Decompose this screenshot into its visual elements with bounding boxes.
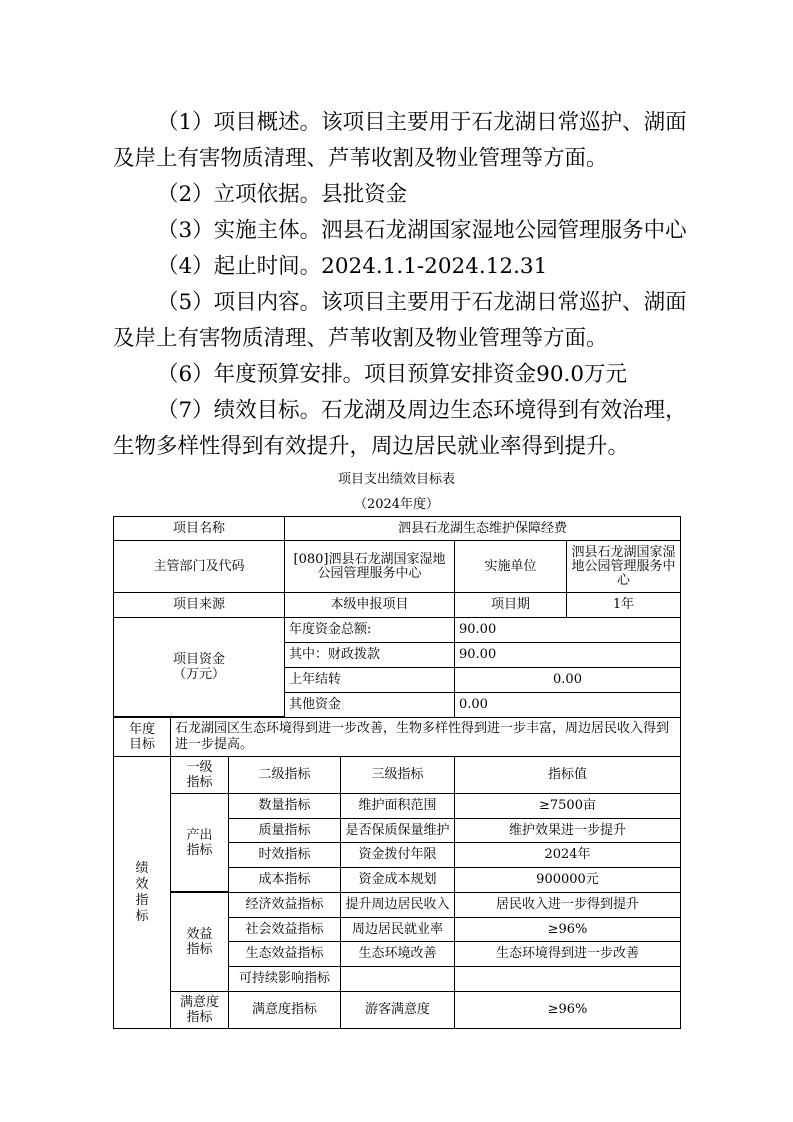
level2-quantity: 数量指标	[228, 793, 341, 819]
value-social: ≥96%	[454, 917, 681, 942]
level1-benefit	[170, 892, 229, 992]
level1-satisfaction-text: 满意度指标	[179, 995, 219, 1025]
paragraph-line: （5）项目内容。该项目主要用于石龙湖日常巡护、湖面	[157, 290, 687, 315]
level3-cost: 资金成本规划	[340, 867, 455, 893]
level3-economic: 提升周边居民收入	[340, 892, 455, 918]
funds-label	[113, 617, 285, 717]
header-level1	[170, 756, 229, 794]
header-level2: 二级指标	[228, 756, 341, 794]
table-title: 项目支出绩效目标表	[337, 472, 455, 487]
table-year: （2024年度）	[353, 497, 440, 512]
annual-goal-value: 石龙湖园区生态环境得到进一步改善，生物多样性得到进一步丰富，周边居民收入得到进一步提高。	[170, 717, 681, 757]
level1-output-text: 产出指标	[186, 827, 213, 858]
paragraph-line: （1）项目概述。该项目主要用于石龙湖日常巡护、湖面	[157, 110, 687, 135]
level3-quantity: 维护面积范围	[340, 793, 455, 819]
level1-satisfaction	[170, 991, 229, 1029]
source-value: 本级申报项目	[284, 592, 455, 618]
level3-sustainable	[340, 966, 455, 992]
dept-value: [080]泗县石龙湖国家湿地公园管理服务中心	[284, 540, 455, 593]
source-label: 项目来源	[113, 592, 285, 618]
value-sustainable	[454, 966, 681, 992]
dept-label: 主管部门及代码	[113, 540, 285, 593]
paragraph-line: （3）实施主体。泗县石龙湖国家湿地公园管理服务中心	[157, 218, 687, 243]
funds-fiscal-value: 90.00	[454, 642, 681, 668]
funds-other-label: 其他资金	[284, 692, 455, 718]
level2-quality: 质量指标	[228, 818, 341, 843]
funds-carryover-value: 0.00	[454, 667, 681, 693]
header-value: 指标值	[454, 756, 681, 794]
paragraph-line: （4）起止时间。2024.1.1-2024.12.31	[157, 254, 548, 279]
level2-timeliness: 时效指标	[228, 842, 341, 868]
value-ecological: 生态环境得到进一步改善	[454, 941, 681, 967]
project-name-value: 泗县石龙湖生态维护保障经费	[284, 516, 681, 541]
value-satisfaction: ≥96%	[454, 991, 681, 1029]
funds-total-label: 年度资金总额:	[284, 617, 455, 643]
level2-satisfaction: 满意度指标	[228, 991, 341, 1029]
level2-ecological: 生态效益指标	[228, 941, 341, 967]
paragraph-line: （6）年度预算安排。项目预算安排资金90.0万元	[157, 362, 628, 387]
level2-sustainable: 可持续影响指标	[228, 966, 341, 992]
funds-other-value: 0.00	[454, 692, 681, 718]
level2-cost: 成本指标	[228, 867, 341, 893]
value-timeliness: 2024年	[454, 842, 681, 868]
annual-goal-label	[113, 717, 171, 757]
value-economic: 居民收入进一步得到提升	[454, 892, 681, 918]
level3-timeliness: 资金拨付年限	[340, 842, 455, 868]
funds-fiscal-label: 其中：财政拨款	[284, 642, 455, 668]
header-level3: 三级指标	[340, 756, 455, 794]
funds-carryover-label: 上年结转	[284, 667, 455, 693]
level2-social: 社会效益指标	[228, 917, 341, 942]
value-cost: 900000元	[454, 867, 681, 893]
period-label: 项目期	[454, 592, 567, 618]
period-value: 1年	[566, 592, 681, 618]
perf-label	[113, 756, 171, 1029]
impl-unit-label: 实施单位	[454, 540, 567, 593]
value-quantity: ≥7500亩	[454, 793, 681, 819]
funds-label-text: 项目资金（万元）	[172, 652, 225, 682]
paragraph-line: （7）绩效目标。石龙湖及周边生态环境得到有效治理，	[157, 398, 687, 423]
level3-satisfaction: 游客满意度	[340, 991, 455, 1029]
level3-social: 周边居民就业率	[340, 917, 455, 942]
project-name-label: 项目名称	[113, 516, 285, 541]
paragraph-line: （2）立项依据。县批资金	[157, 182, 408, 207]
paragraph-line: 及岸上有害物质清理、芦苇收割及物业管理等方面。	[113, 146, 608, 171]
annual-goal-label-text: 年度目标	[128, 722, 155, 752]
header-level1-text: 一级指标	[186, 760, 213, 790]
funds-total-value: 90.00	[454, 617, 681, 643]
level3-quality: 是否保质保量维护	[340, 818, 455, 843]
level1-benefit-text: 效益指标	[186, 927, 213, 957]
paragraph-line: 生物多样性得到有效提升，周边居民就业率得到提升。	[113, 434, 630, 459]
impl-unit-value: 泗县石龙湖国家湿地公园管理服务中心	[566, 540, 681, 593]
value-quality: 维护效果进一步提升	[454, 818, 681, 843]
perf-label-text: 绩效指标	[135, 860, 149, 924]
level1-output	[170, 793, 229, 892]
level3-ecological: 生态环境改善	[340, 941, 455, 967]
level2-economic: 经济效益指标	[228, 892, 341, 918]
paragraph-line: 及岸上有害物质清理、芦苇收割及物业管理等方面。	[113, 326, 608, 351]
